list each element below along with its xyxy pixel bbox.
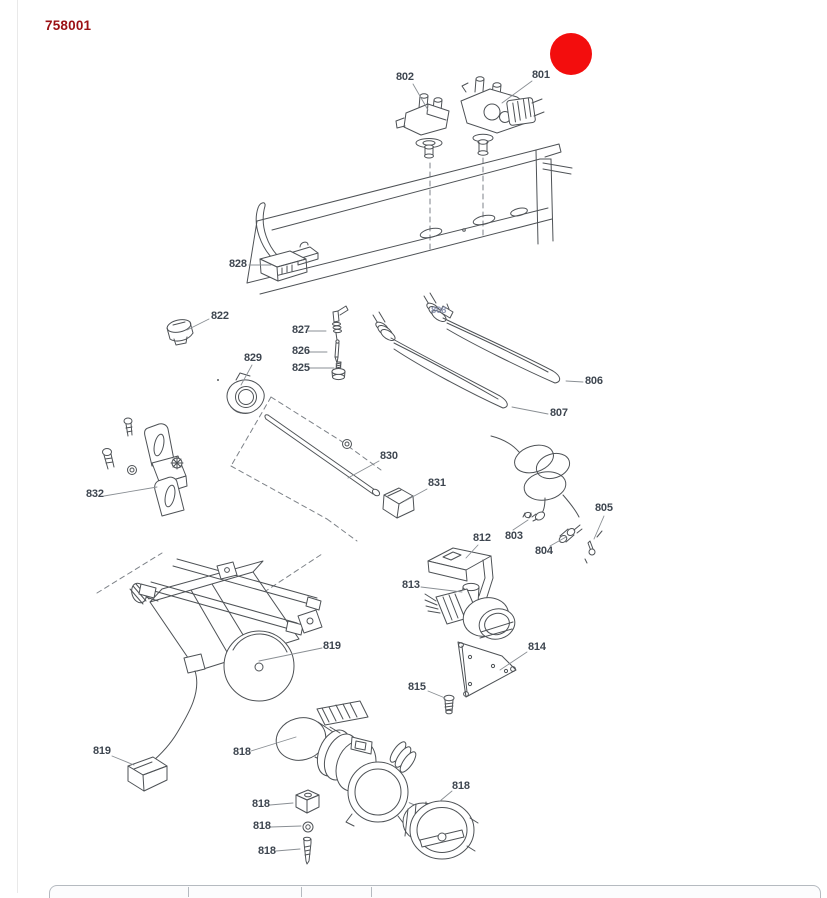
parts-818-small-drawing bbox=[296, 790, 319, 864]
part-818-filter-drawing bbox=[403, 801, 478, 859]
parts-806-807-808-drawing bbox=[373, 293, 560, 408]
parts-803-804-805-hose-drawing bbox=[491, 436, 602, 563]
part-label-802[interactable]: 802 bbox=[396, 71, 414, 83]
part-label-805[interactable]: 805 bbox=[595, 502, 613, 514]
part-819-connector-drawing bbox=[128, 757, 167, 791]
part-label-831[interactable]: 831 bbox=[428, 477, 446, 489]
table-column-divider bbox=[371, 887, 372, 897]
table-column-divider bbox=[188, 887, 189, 897]
parts-812-815-drawing bbox=[425, 548, 518, 714]
parts-825-826-827-drawing bbox=[332, 306, 348, 380]
part-832-drawing bbox=[103, 418, 188, 516]
part-label-826[interactable]: 826 bbox=[292, 345, 310, 357]
part-830-drawing bbox=[265, 415, 381, 497]
part-label-828[interactable]: 828 bbox=[229, 258, 247, 270]
part-label-812[interactable]: 812 bbox=[473, 532, 491, 544]
part-label-801[interactable]: 801 bbox=[532, 69, 550, 81]
part-label-832[interactable]: 832 bbox=[86, 488, 104, 500]
part-label-814[interactable]: 814 bbox=[528, 641, 546, 653]
part-831-drawing bbox=[383, 488, 414, 518]
part-label-806[interactable]: 806 bbox=[585, 375, 603, 387]
table-column-divider bbox=[301, 887, 302, 897]
part-label-815[interactable]: 815 bbox=[408, 681, 426, 693]
part-label-829[interactable]: 829 bbox=[244, 352, 262, 364]
part-label-825[interactable]: 825 bbox=[292, 362, 310, 374]
part-822-drawing bbox=[166, 318, 193, 345]
part-818-pump-drawing bbox=[271, 701, 418, 826]
part-label-807[interactable]: 807 bbox=[550, 407, 568, 419]
part-label-818-pump[interactable]: 818 bbox=[233, 746, 251, 758]
part-label-818-screw[interactable]: 818 bbox=[258, 845, 276, 857]
part-label-830[interactable]: 830 bbox=[380, 450, 398, 462]
part-label-818-block[interactable]: 818 bbox=[252, 798, 270, 810]
cross-rail-drawing bbox=[247, 144, 572, 294]
part-label-819-connector[interactable]: 819 bbox=[93, 745, 111, 757]
part-label-818-filter[interactable]: 818 bbox=[452, 780, 470, 792]
part-802-drawing bbox=[396, 94, 449, 158]
part-label-804[interactable]: 804 bbox=[535, 545, 553, 557]
part-829-drawing bbox=[217, 373, 264, 414]
diagram-code: 758001 bbox=[45, 18, 92, 33]
part-label-803[interactable]: 803 bbox=[505, 530, 523, 542]
part-label-808[interactable]: 808 bbox=[431, 305, 447, 316]
part-label-819-motor[interactable]: 819 bbox=[323, 640, 341, 652]
parts-table-top-edge bbox=[49, 885, 821, 898]
part-label-813[interactable]: 813 bbox=[402, 579, 420, 591]
part-828-drawing bbox=[256, 203, 318, 281]
part-801-drawing bbox=[461, 77, 544, 155]
part-label-822[interactable]: 822 bbox=[211, 310, 229, 322]
part-label-827[interactable]: 827 bbox=[292, 324, 310, 336]
part-label-818-washer[interactable]: 818 bbox=[253, 820, 271, 832]
